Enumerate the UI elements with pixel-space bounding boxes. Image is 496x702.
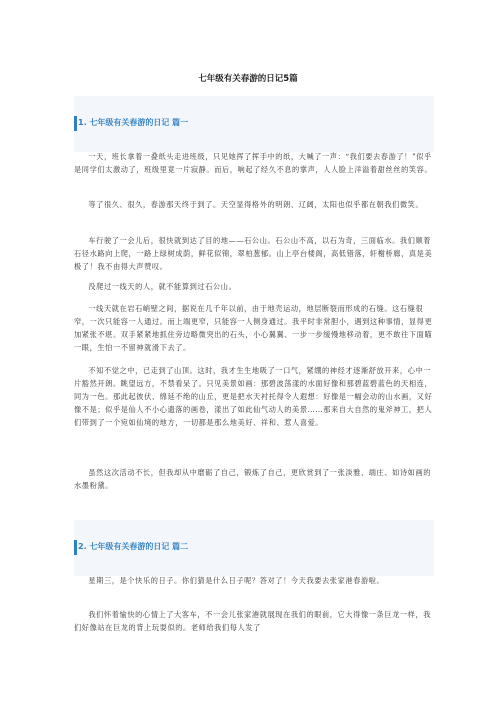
document-title: 七年级有关春游的日记5篇 [198, 74, 298, 84]
paragraph: 一天，班长拿着一叠纸头走进班级，只见她挥了挥手中的纸，大喊了一声：“我们要去春游了！”似乎是同学们太激动了，班级里竟一片寂静。而后，响起了经久不息的掌声，人人脸上洋溢着甜丝丝的笑容。 [74, 152, 433, 174]
section-heading-label: 2. 七年级有关春游的日记 篇二 [78, 542, 189, 551]
heading-accent-bar [74, 116, 77, 131]
paragraph: 一线天就在岩石峭壁之间，据说在几千年以前，由于地壳运动，地层断裂而形成的石缝。这石缝很窄，一次只能容一人通过。而上端更窄，只能容一人侧身通过。我平时非常胆小，遇到这种事情，显得更加紧张不堪。双手紧紧地抓住旁边略微突出的石头，小心翼翼、一步一步缓慢地移动着，更不敢往下面瞄一眼，生怕一不留神就滑下去了。 [74, 304, 433, 352]
paragraph: 不知不觉之中，已走到了山顶。这时，我才生生地吸了一口气，紧绷的神经才逐渐舒放开来，心中一片豁然开朗。眺望远方，不禁看呆了。只见美景如画：那碧波荡漾的水面好像和那碧蓝碧蓝色的天相连，同为一色。那此起彼伏、绵延不绝的山丘，更是把水天衬托得令人遐想：好像是一幅会动的山水画，又好像不是；似乎是仙人不小心遗落的画卷，漾出了如此仙气动人的美景……那来自大自然的鬼斧神工，把人们带到了一个宛如仙境的地方，一切都是那么地美好、祥和、惹人喜爱。 [74, 366, 433, 427]
section-heading-1 [74, 96, 434, 152]
paragraph: 没爬过一线天的人，就不能算到过石公山。 [88, 282, 237, 291]
paragraph: 车行驶了一会儿后，很快就到达了目的地——石公山。石公山不高，以石为奇，三面临水。我们顺着石径水路向上爬，一路上绿树成荫，鲜花似锦，翠柏葱郁。山上亭台楼阁，高低错落，轩榭桥廊，真是美极了！我不由得大声赞叹。 [74, 236, 433, 271]
paragraph: 虽然这次活动不长，但我却从中磨砺了自己，锻炼了自己，更欣赏到了一张淡雅、端庄、如诗如画的水墨粉黛。 [74, 468, 432, 490]
paragraph: 星期三，是个快乐的日子。你们猜是什么日子呢？答对了！今天我要去张家港春游啦。 [88, 576, 385, 585]
paragraph: 等了很久、很久，春游那天终于到了。天空显得格外的明朗、辽阔，太阳也似乎都在朝我们微笑。 [88, 200, 424, 209]
section-heading-2 [74, 520, 434, 576]
paragraph: 我们怀着愉快的心情上了大客车，不一会儿张家港就展现在我们的眼前，它大得像一条巨龙一样，我们好像站在巨龙的背上玩耍似的。老师给我们每人发了 [74, 610, 432, 632]
heading-accent-bar [74, 540, 77, 555]
section-heading-label: 1. 七年级有关春游的日记 篇一 [78, 118, 189, 127]
